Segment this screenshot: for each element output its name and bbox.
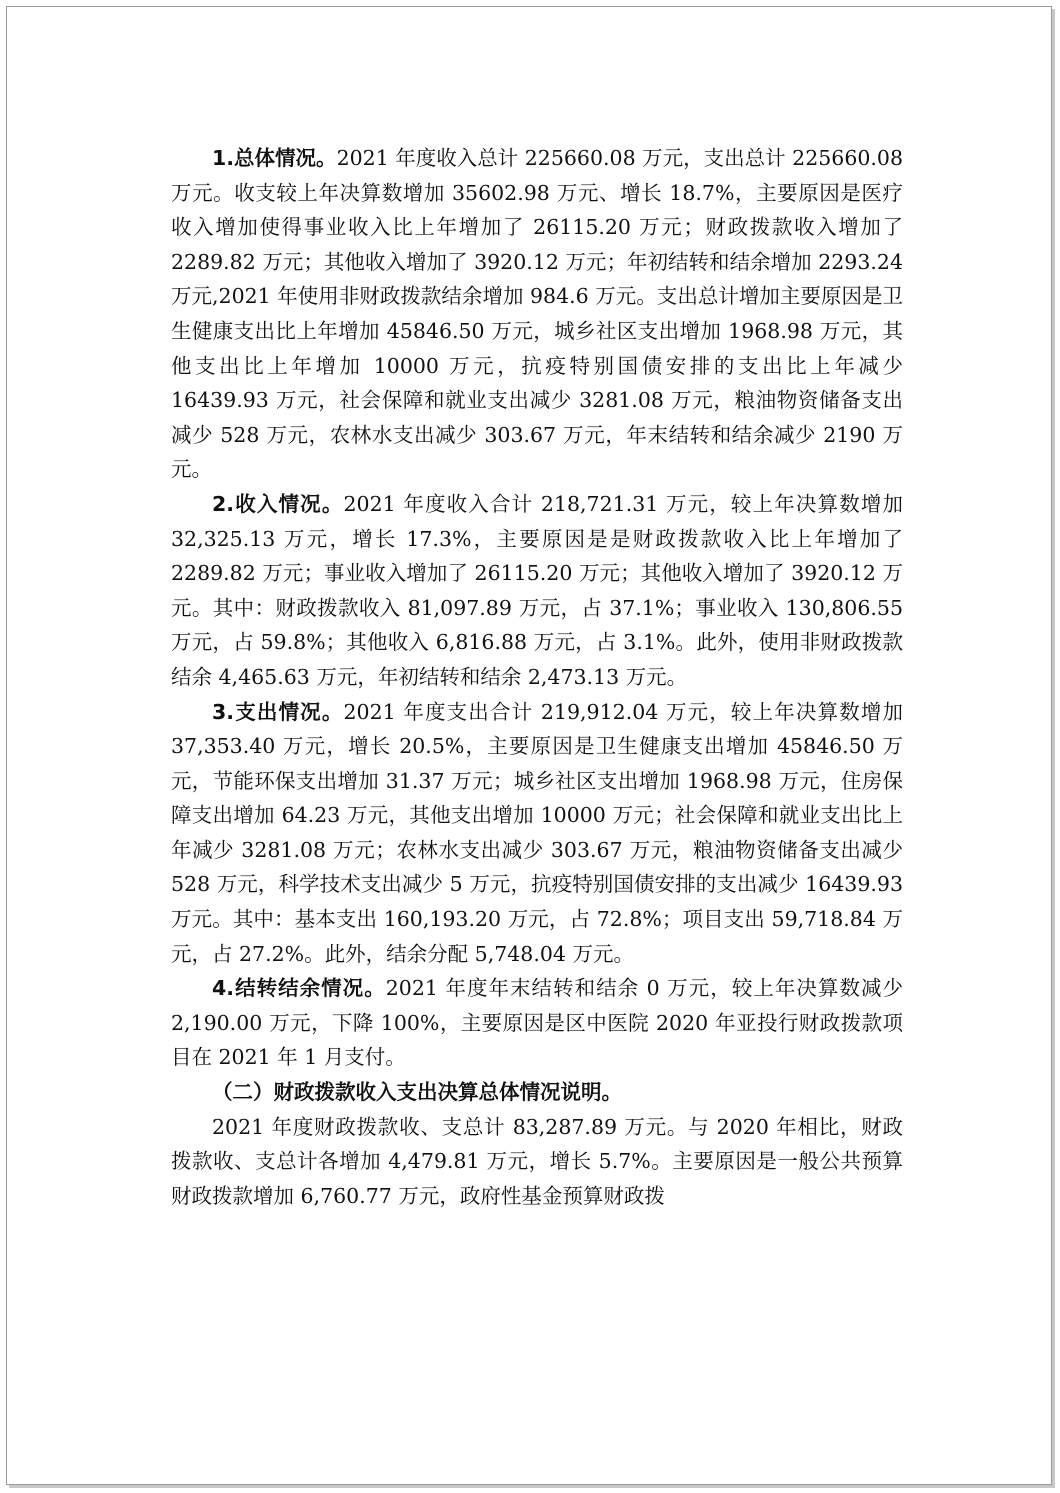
text-expenditure: 2021 年度支出合计 219,912.04 万元，较上年决算数增加 37,353.40 万元，增长 20.5%，主要原因是卫生健康支出增加 45846.50 万元，节能环保支出增加 31.37 万元；城乡社区支出增加 1968.98 万元，住房保障支出增加 64.23 万元，其他支出增加 10000 万元；社会保障和就业支出比上年减少 3281.08 万元；农林水支出减少 303.67 万元，粮油物资储备支出减少 528 万元，科学技术支出减少 5 万元，抗疫特别国债安排的支出减少 16439.93 万元。其中：基本支出 160,193.20 万元，占 72.8%；项目支出 59,718.84 万元，占 27.2%。此外，结余分配 5,748.04 万元。 [171, 699, 903, 966]
text-balance: 2021 年度年末结转和结余 0 万元，较上年决算数减少 2,190.00 万元，下降 100%，主要原因是区中医院 2020 年亚投行财政拨款项目在 2021 年 1 月支付。 [171, 976, 903, 1070]
paragraph-fiscal-summary: 2021 年度财政拨款收、支总计 83,287.89 万元。与 2020 年相比，财政拨款收、支总计各增加 4,479.81 万元，增长 5.7%。主要原因是一般公共预算财政拨款增加 6,760.77 万元，政府性基金预算财政拨 [171, 1114, 903, 1208]
text-income: 2021 年度收入合计 218,721.31 万元，较上年决算数增加 32,325.13 万元，增长 17.3%，主要原因是是财政拨款收入比上年增加了 2289.82 万元；事业收入增加了 26115.20 万元；其他收入增加了 3920.12 万元。其中：财政拨款收入 81,097.89 万元，占 37.1%；事业收入 130,806.55 万元，占 59.8%；其他收入 6,816.88 万元，占 3.1%。此外，使用非财政拨款结余 4,465.63 万元，年初结转和结余 2,473.13 万元。 [171, 491, 903, 689]
paragraph-income [171, 487, 903, 695]
document-page [6, 6, 1052, 1485]
section-title: （二）财政拨款收入支出决算总体情况说明。 [212, 1080, 622, 1105]
heading-expenditure: 3.支出情况。 [212, 699, 344, 724]
text-overall: 2021 年度收入总计 225660.08 万元，支出总计 225660.08 万元。收支较上年决算数增加 35602.98 万元、增长 18.7%，主要原因是医疗收入增加使得事业收入比上年增加了 26115.20 万元；财政拨款收入增加了 2289.82 万元；其他收入增加了 3920.12 万元；年初结转和结余增加 2293.24 万元,2021 年使用非财政拨款结余增加 984.6 万元。支出总计增加主要原因是卫生健康支出比上年增加 45846.50 万元，城乡社区支出增加 1968.98 万元，其他支出比上年增加 10000 万元，抗疫特别国债安排的支出比上年减少 16439.93 万元，社会保障和就业支出减少 3281.08 万元，粮油物资储备支出减少 528 万元，农林水支出减少 303.67 万元，年末结转和结余减少 2190 万元。 [171, 146, 904, 482]
paragraph-balance [171, 971, 903, 1075]
document-body [171, 141, 903, 1213]
paragraph-expenditure [171, 695, 903, 972]
paragraph-overall [171, 141, 903, 487]
heading-overall: 1.总体情况。 [212, 146, 337, 170]
heading-income: 2.收入情况。 [212, 491, 344, 516]
heading-balance: 4.结转结余情况。 [212, 976, 386, 1001]
